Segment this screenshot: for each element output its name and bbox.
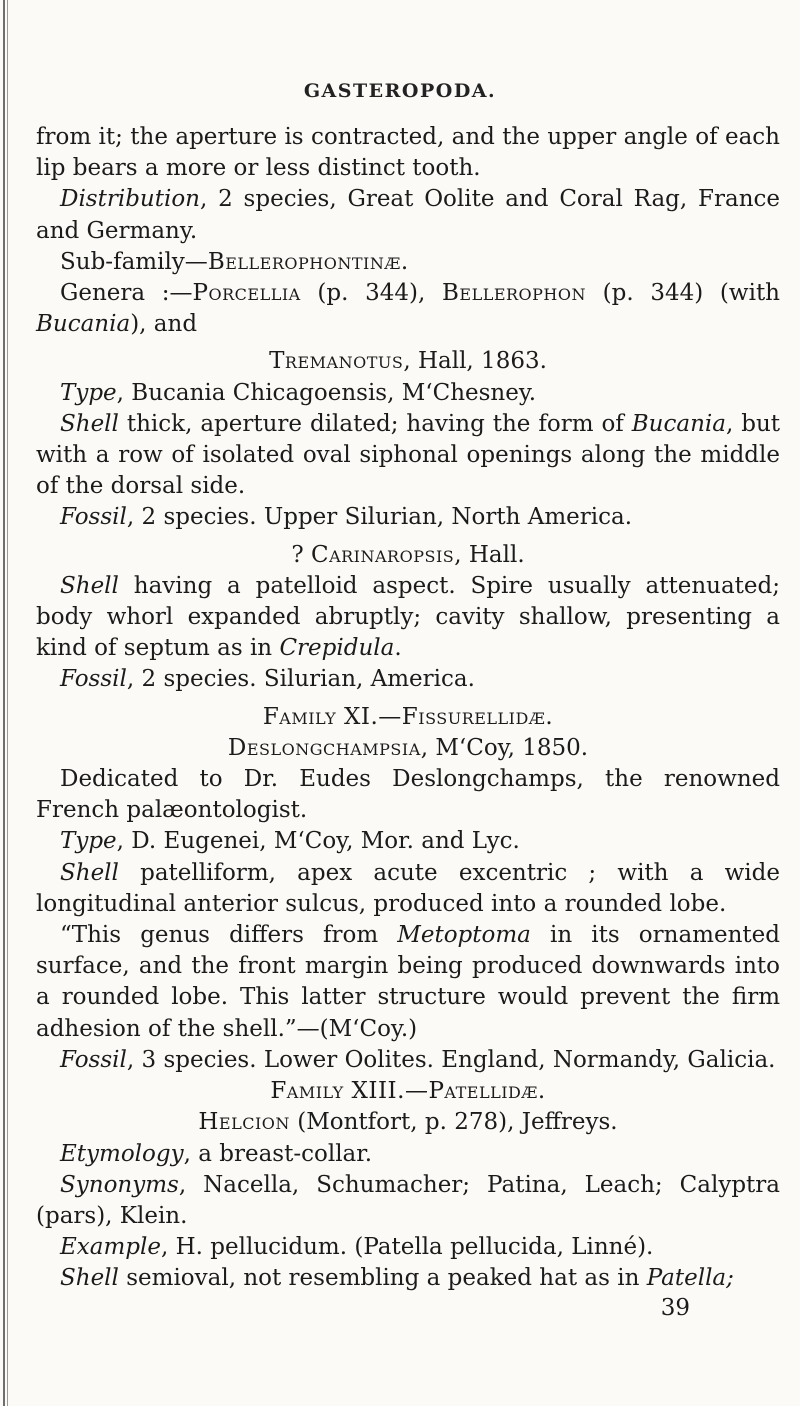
genus-heading-carinaropsis: ? Carinaropsis, Hall. xyxy=(291,541,525,568)
paragraph-continuation: from it; the aperture is contracted, and the upper angle of each lip bears a more or less distinct tooth. xyxy=(36,124,780,182)
paragraph-quotation: “This genus differs from Metoptoma in its ornamented surface, and the front margin being produced downwards into a rounded lobe. This latter structure would prevent the firm adhesion of the shell.”—(M‘Coy.) xyxy=(36,922,780,1042)
paragraph-dedication: Dedicated to Dr. Eudes Deslongchamps, the renowned French palæontologist. xyxy=(36,766,780,824)
binding-edge xyxy=(0,0,10,1406)
genus-heading-tremanotus: Tremanotus, Hall, 1863. xyxy=(269,348,547,375)
paragraph-fossil: Fossil, 2 species. Silurian, America. xyxy=(60,666,475,693)
paragraph-shell: Shell semioval, not resembling a peaked hat as in Patella; xyxy=(60,1265,734,1292)
paragraph-distribution: Distribution, 2 species, Great Oolite and Coral Rag, France and Germany. xyxy=(36,186,780,244)
paragraph-etymology: Etymology, a breast-collar. xyxy=(60,1140,373,1167)
paragraph-genera: Genera :—Porcellia (p. 344), Bellerophon (p. 344) (with Bucania), and xyxy=(36,280,780,338)
family-heading-fissurellidae: Family XI.—Fissurellidæ. xyxy=(262,703,554,730)
paragraph-synonyms: Synonyms, Nacella, Schumacher; Patina, Leach; Calyptra (pars), Klein. xyxy=(36,1171,780,1229)
paragraph-shell: Shell having a patelloid aspect. Spire usually attenuated; body whorl expanded abruptly; cavity shallow, presenting a kind of septum as in Crepidula. xyxy=(36,572,780,662)
family-heading-patellidae: Family XIII.—Patellidæ. xyxy=(270,1078,546,1105)
genus-heading-helcion: Helcion (Montfort, p. 278), Jeffreys. xyxy=(198,1109,618,1136)
running-head: GASTEROPODA. xyxy=(303,80,497,102)
paragraph-fossil: Fossil, 3 species. Lower Oolites. England, Normandy, Galicia. xyxy=(60,1046,776,1073)
paragraph-subfamily: Sub-family—Bellerophontinæ. xyxy=(60,248,409,275)
paragraph-shell: Shell thick, aperture dilated; having the form of Bucania, but with a row of isolated oval siphonal openings along the middle of the dorsal side. xyxy=(36,410,780,500)
paragraph-type: Type, D. Eugenei, M‘Coy, Mor. and Lyc. xyxy=(60,828,520,855)
page-body xyxy=(36,122,780,1324)
page-number: 39 xyxy=(660,1294,690,1321)
paragraph-fossil: Fossil, 2 species. Upper Silurian, North America. xyxy=(60,504,632,531)
genus-heading-deslongchampsia: Deslongchampsia, M‘Coy, 1850. xyxy=(227,734,589,761)
paragraph-type: Type, Bucania Chicagoensis, M‘Chesney. xyxy=(60,379,537,406)
paragraph-shell: Shell patelliform, apex acute excentric ; with a wide longitudinal anterior sulcus, produced into a rounded lobe. xyxy=(36,859,780,917)
paragraph-example: Example, H. pellucidum. (Patella pellucida, Linné). xyxy=(60,1234,654,1261)
